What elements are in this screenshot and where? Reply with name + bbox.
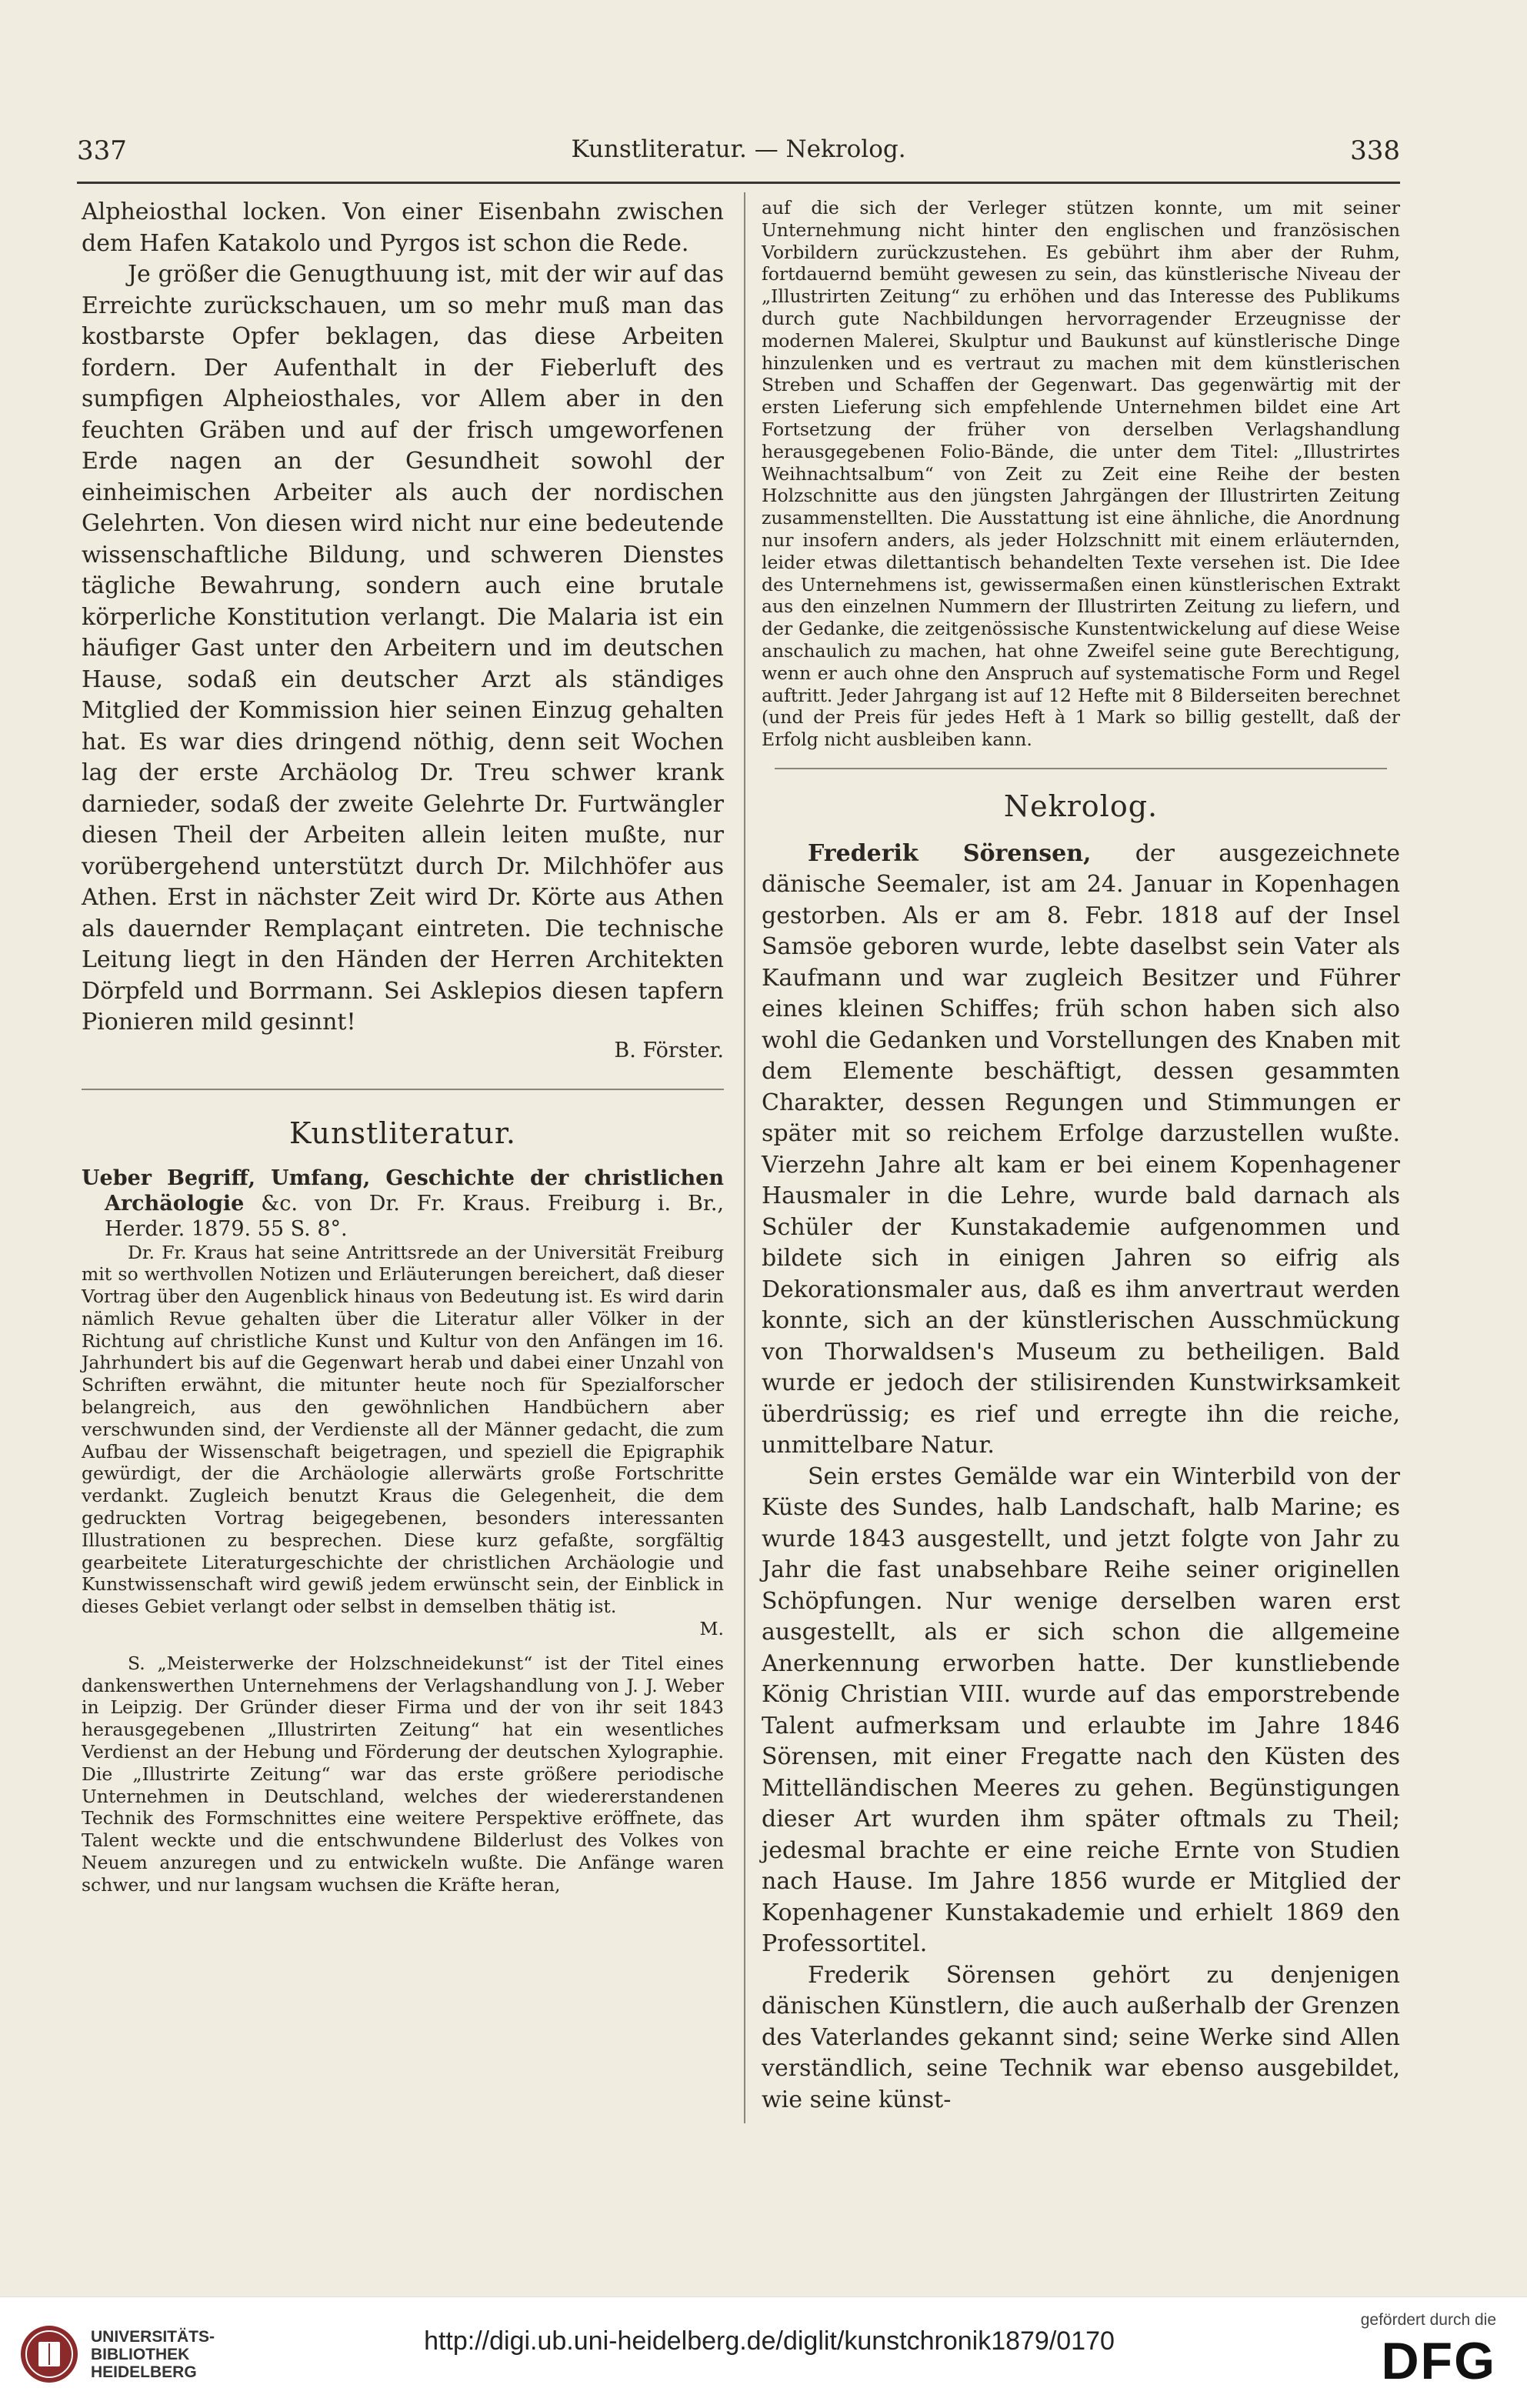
university-seal-icon bbox=[18, 2323, 80, 2385]
paragraph-continuation: Alpheiosthal locken. Von einer Eisenbahn zwischen dem Hafen Katakolo und Pyrgos ist schon die Rede. bbox=[82, 198, 724, 257]
review-title-bold: Ueber Begriff, Umfang, Geschichte der christlichen Archäologie bbox=[82, 1166, 724, 1216]
viewer-footer bbox=[0, 2296, 1527, 2408]
university-library-logo[interactable] bbox=[18, 2323, 265, 2385]
column-divider bbox=[744, 192, 745, 2123]
library-name-line-3: HEIDELBERG bbox=[91, 2363, 197, 2381]
page-number-left: 337 bbox=[77, 135, 127, 166]
sponsor-caption: gefördert durch die bbox=[1360, 2311, 1496, 2329]
obituary-name: Frederik Sörensen, bbox=[808, 839, 1092, 867]
library-name-line-1: UNIVERSITÄTS- bbox=[91, 2328, 215, 2346]
author-signature: B. Förster. bbox=[614, 1038, 724, 1062]
library-name-line-2: BIBLIOTHEK bbox=[91, 2346, 190, 2363]
section-separator bbox=[82, 1089, 724, 1090]
dfg-logo: DFG bbox=[1381, 2332, 1496, 2390]
left-column bbox=[82, 197, 724, 1896]
obituary-text-1: der ausgezeichnete dänische Seemaler, ist am 24. Januar in Kopenhagen gestorben. Als er am 8. Febr. 1818 auf der Insel Samsöe geboren wurde, lebte daselbst sein Vater als Kaufmann und war zugleich Besitzer und Führer eines kleinen Schiffes; früh schon haben sich also wohl die Gedanken und Vorstellungen des Knaben mit dem Elemente beschäftigt, dessen gesammten Charakter, dessen Regungen und Stimmungen er später mit so reichem Erfolge darzustellen wußte. Vierzehn Jahre alt kam er bei einem Kopenhagener Hausmaler in die Lehre, wurde bald darnach als Schüler der Kunstakademie aufgenommen und bildete sich in einigen Jahren so eifrig als Dekorationsmaler aus, daß es ihm anvertraut werden konnte, sich an der künstlerischen Ausschmückung von Thorwaldsen's Museum zu betheiligen. Bald wurde er jedoch der stilisirenden Kunstwirksamkeit überdrüssig; es rief und erregte ihn die reiche, unmittelbare Natur. bbox=[762, 839, 1400, 1459]
review-title bbox=[82, 1166, 724, 1242]
right-column bbox=[762, 197, 1400, 2116]
library-name bbox=[91, 2328, 215, 2381]
announcement-continuation: auf die sich der Verleger stützen konnte, um mit seiner Unternehmung nicht hinter den englischen und französischen Vorbildern zurückzustehen. Es gebührt ihm aber der Ruhm, fortdauernd bemüht gewesen zu sein, das künstlerische Niveau der „Illustrirten Zeitung“ zu erhöhen und das Interesse des Publikums durch gute Nachbildungen hervorragender Erzeugnisse der modernen Malerei, Skulptur und Baukunst auf künstlerische Dinge hinzulenken und es vertraut zu machen mit dem künstlerischen Streben und Schaffen der Gegenwart. Das gegenwärtig mit der ersten Lieferung sich empfehlende Unternehmen bildet eine Art Fortsetzung der früher von derselben Verlagshandlung herausgegebenen Folio-Bände, die unter dem Titel: „Illustrirtes Weihnachtsalbum“ von Zeit zu Zeit eine Reihe der besten Holzschnitte aus den jüngsten Jahrgängen der Illustrirten Zeitung zusammenstellten. Die Ausstattung ist eine ähnliche, die Anordnung nur insofern anders, als jeder Holzschnitt mit einem erläuternden, leider etwas dilettantisch behandelten Texte versehen ist. Die Idee des Unternehmens ist, gewissermaßen einen künstlerischen Extrakt aus den einzelnen Nummern der Illustrirten Zeitung zu liefern, und der Gedanke, die zeitgenössische Kunstentwickelung auf diese Weise anschaulich zu machen, hat ohne Zweifel seine gute Berechtigung, wenn er auch ohne den Anspruch auf systematische Form und Regel auftritt. Jeder Jahrgang ist auf 12 Hefte mit 8 Bilderseiten berechnet (und der Preis für jedes Heft à 1 Mark so billig gestellt, daß der Erfolg nicht ausbleiben kann. bbox=[762, 197, 1400, 751]
review-body: Dr. Fr. Kraus hat seine Antrittsrede an der Universität Freiburg mit so werthvollen Notizen und Erläuterungen bereichert, daß dieser Vortrag über den Augenblick hinaus von Bedeutung ist. Es wird darin nämlich Revue gehalten über die Literatur aller Völker in der Richtung auf christliche Kunst und Kultur von den Anfängen im 16. Jahrhundert bis auf die Gegenwart herab und dabei einer Unzahl von Schriften erwähnt, die mitunter heute noch für Spezialforscher belangreich, aus den gewöhnlichen Handbüchern aber verschwunden sind, der Verdienste all der Männer gedacht, die zum Aufbau der Wissenschaft beigetragen, und speziell die Epigraphik gewürdigt, der die Archäologie allerwärts große Fortschritte verdankt. Zugleich benutzt Kraus die Gelegenheit, die dem gedruckten Vortrag beigegebenen, besonders interessanten Illustrationen zu besprechen. Diese kurz gefaßte, sorgfältig gearbeitete Literaturgeschichte der christlichen Archäologie und Kunstwissenschaft wird gewiß jedem erwünscht sein, der Einblick in dieses Gebiet verlangt oder selbst in demselben thätig ist. bbox=[82, 1241, 724, 1618]
section-heading-nekrolog: Nekrolog. bbox=[1003, 789, 1159, 823]
header-rule bbox=[77, 182, 1400, 184]
sponsor-block[interactable] bbox=[1296, 2311, 1496, 2396]
running-title: Kunstliteratur. — Nekrolog. bbox=[571, 135, 906, 163]
obituary-paragraph-2: Sein erstes Gemälde war ein Winterbild von der Küste des Sundes, halb Landschaft, halb Marine; es wurde 1843 ausgestellt, und jetzt folgte von Jahr zu Jahr die fast unabsehbare Reihe seiner originellen Schöpfungen. Nur wenige derselben waren erst ausgestellt, als er sich schon die allgemeine Anerkennung erworben hatte. Der kunstliebende König Christian VIII. wurde auf das emporstrebende Talent aufmerksam und erlaubte im Jahre 1846 Sörensen, mit einer Fregatte nach den Küsten des Mittelländischen Meeres zu gehen. Begünstigungen dieser Art wurden ihm später oftmals zu Theil; jedesmal brachte er eine reiche Ernte von Studien nach Hause. Im Jahre 1856 wurde er Mitglied der Kopenhagener Kunstakademie und erhielt 1869 den Professortitel. bbox=[762, 1462, 1400, 1958]
page-header bbox=[77, 131, 1400, 177]
section-heading-kunstliteratur: Kunstliteratur. bbox=[289, 1116, 516, 1150]
permalink-url[interactable]: http://digi.ub.uni-heidelberg.de/diglit/kunstchronik1879/0170 bbox=[424, 2326, 1115, 2356]
section-separator-right bbox=[775, 768, 1388, 769]
paragraph-olympia: Je größer die Genugthuung ist, mit der wir auf das Erreichte zurückschauen, um so mehr muß man das kostbarste Opfer beklagen, das diese Arbeiten fordern. Der Aufenthalt in der Fieberluft des sumpfigen Alpheiosthales, vor Allem aber in den feuchten Gräben und auf der frisch umgeworfenen Erde nagen an der Gesundheit sowohl der einheimischen Arbeiter als auch der nordischen Gelehrten. Von diesen wird nicht nur eine bedeutende wissenschaftliche Bildung, und schweren Dienstes tägliche Bewahrung, sondern auch eine brutale körperliche Konstitution verlangt. Die Malaria ist ein häufiger Gast unter den Arbeitern und im deutschen Hause, sodaß ein deutscher Arzt als ständiges Mitglied der Kommission hier seinen Einzug gehalten hat. Es war dies dringend nöthig, denn seit Wochen lag der erste Archäolog Dr. Treu schwer krank darnieder, sodaß der zweite Gelehrte Dr. Furtwängler diesen Theil der Arbeiten allein leiten mußte, nur vorübergehend unterstützt durch Dr. Milchhöfer aus Athen. Erst in nächster Zeit wird Dr. Körte aus Athen als dauernder Remplaçant eintreten. Die technische Leitung liegt in den Händen der Herren Architekten Dörpfeld und Borrmann. Sei Asklepios diesen tapfern Pionieren mild gesinnt! bbox=[82, 261, 724, 1036]
page-number-right: 338 bbox=[1350, 135, 1400, 166]
review-title-details: &c. von Dr. Fr. Kraus. Freiburg i. Br., Herder. 1879. 55 S. 8°. bbox=[105, 1191, 724, 1241]
obituary-paragraph-3: Frederik Sörensen gehört zu denjenigen dänischen Künstlern, die auch außerhalb der Grenzen des Vaterlandes gekannt sind; seine Werke sind Allen verständlich, seine Technik war ebenso ausgebildet, wie seine künst- bbox=[762, 1961, 1400, 2113]
obituary-paragraph-1 bbox=[762, 839, 1400, 1462]
announcement-meisterwerke: S. „Meisterwerke der Holzschneidekunst“ ist der Titel eines dankenswerthen Unternehmens der Verlagshandlung von J. J. Weber in Leipzig. Der Gründer dieser Firma und der von ihr seit 1843 herausgegebenen „Illustrirten Zeitung“ hat ein wesentliches Verdienst an der Hebung und Förderung der deutschen Xylographie. Die „Illustrirte Zeitung“ war das erste größere periodische Unternehmen in Deutschland, welches der wiedererstandenen Technik des Formschnittes eine weitere Perspektive eröffnete, das Talent weckte und die entschwundene Bilderlust des Volkes von Neuem anzuregen und zu entwickeln wußte. Die Anfänge waren schwer, und nur langsam wuchsen die Kräfte heran, bbox=[82, 1652, 724, 1896]
review-signature: M. bbox=[699, 1618, 724, 1640]
